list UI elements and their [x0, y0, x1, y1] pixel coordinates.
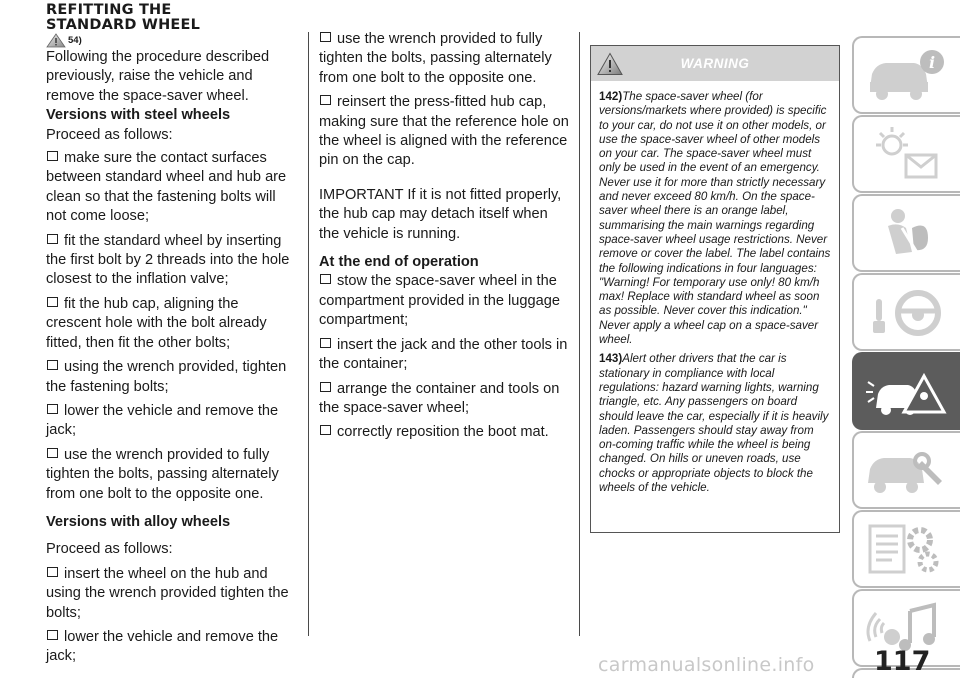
important-note: IMPORTANT If it is not fitted properly, the hub cap may detach itself when the vehicle is running.: [319, 186, 562, 242]
checkbox-bullet-icon: [47, 360, 58, 370]
warning-triangle-icon: [46, 33, 66, 48]
list-item: correctly reposition the boot mat.: [319, 423, 569, 442]
emergency-icon: [862, 360, 952, 424]
page-number: 117: [874, 646, 931, 677]
warning-item: 143)Alert other drivers that the car is stationary in compliance with local regulations: hazard warning lights, warning triangle, etc. Any passengers on board should leave the car, especially if it is heavily laden. Passengers should stay away from on-coming traffic while the wheel is being changed. On hills or uneven roads, use chocks or appropriate objects to block the wheels of the vehicle.: [599, 352, 829, 495]
warning-header: [591, 46, 839, 81]
checkbox-bullet-icon: [47, 448, 58, 458]
list-item: reinsert the press-fitted hub cap, making sure that the reference hole on the wheel is aligned with the reference pin on the cap.: [319, 94, 569, 169]
proceed-text: Proceed as follows:: [46, 541, 173, 558]
tab-warning-lights[interactable]: [852, 115, 960, 193]
warning-reference[interactable]: 54): [46, 33, 296, 51]
checkbox-bullet-icon: [320, 95, 331, 105]
checkbox-bullet-icon: [320, 274, 331, 284]
column-divider: [308, 32, 309, 636]
checkbox-bullet-icon: [320, 382, 331, 392]
list-item: stow the space-saver wheel in the compartment provided in the luggage compartment;: [319, 273, 560, 329]
warning-item: 142)The space-saver wheel (for versions/markets where provided) is specific to your car, do not use it on other models, or use the space-saver wheel of other models on your car. The space-saver wheel must only be used in the event of an emergency. Never use it for more than strictly necessary and never exceed 80 km/h. On the space-saver wheel there is an orange label, summarising the main warnings regarding space-saver wheel usage restrictions. Never remove or cover the label. The label contains the following indications in four languages: "Warning! For temporary use only! 80 km/h max! Replace with standard wheel as soon as possible. Never cover this indication." Never apply a wheel cap on a space-saver wheel.: [599, 90, 831, 347]
list-item: lower the vehicle and remove the jack;: [46, 402, 279, 439]
checkbox-bullet-icon: [47, 630, 58, 640]
warning-body: [591, 81, 839, 495]
checkbox-bullet-icon: [47, 234, 58, 244]
technical-data-icon: [862, 518, 952, 582]
list-item: fit the hub cap, aligning the crescent hole with the bolt already fitted, then fit the other bolts;: [46, 295, 267, 351]
list-item: use the wrench provided to fully tighten the bolts, passing alternately from one bolt to the opposite one.: [319, 31, 552, 86]
list-item: insert the jack and the other tools in the container;: [319, 336, 568, 373]
watermark: carmanualsonline.info: [598, 654, 815, 676]
checkbox-bullet-icon: [320, 425, 331, 435]
warning-lights-icon: [862, 123, 952, 187]
steel-wheels-heading: Versions with steel wheels: [46, 107, 231, 124]
intro-paragraph: Following the procedure described previously, raise the vehicle and remove the space-saver wheel.: [46, 49, 270, 104]
list-item: insert the wheel on the hub and using the wrench provided tighten the bolts;: [46, 565, 289, 621]
tab-car-info[interactable]: [852, 36, 960, 114]
list-item: lower the vehicle and remove the jack;: [46, 628, 279, 665]
list-item: use the wrench provided to fully tighten the bolts, passing alternately from one bolt to the opposite one.: [46, 446, 279, 502]
proceed-text: Proceed as follows:: [46, 126, 173, 143]
steering-wheel-icon: [862, 281, 952, 345]
left-column: [46, 0, 296, 667]
safety-airbag-icon: [862, 202, 952, 266]
checkbox-bullet-icon: [320, 32, 331, 42]
tab-driving[interactable]: [852, 273, 960, 351]
section-heading: REFITTING THE STANDARD WHEEL: [46, 2, 201, 33]
checkbox-bullet-icon: [47, 297, 58, 307]
list-item: arrange the container and tools on the space-saver wheel;: [319, 380, 560, 416]
list-item: fit the standard wheel by inserting the first bolt by 2 threads into the hole closest to the inflation valve;: [46, 232, 290, 288]
warning-title: WARNING: [680, 56, 750, 71]
svg-text:i: i: [928, 53, 936, 72]
checkbox-bullet-icon: [47, 404, 58, 414]
list-item: make sure the contact surfaces between standard wheel and hub are clean so that the fastening bolts will not come loose;: [46, 150, 287, 225]
tab-maintenance[interactable]: [852, 431, 960, 509]
car-info-icon: [862, 44, 952, 108]
tab-emergency[interactable]: [852, 352, 960, 430]
car-maintenance-icon: [862, 439, 952, 503]
list-item: using the wrench provided, tighten the fastening bolts;: [46, 359, 287, 395]
column-divider: [579, 32, 580, 636]
checkbox-bullet-icon: [47, 151, 58, 161]
checkbox-bullet-icon: [320, 338, 331, 348]
tab-technical-data[interactable]: [852, 510, 960, 588]
middle-column: [319, 30, 569, 443]
end-of-operation-heading: At the end of operation: [319, 254, 479, 271]
checkbox-bullet-icon: [47, 567, 58, 577]
alloy-wheels-heading: Versions with alloy wheels: [46, 513, 231, 530]
warning-box: [590, 45, 840, 533]
tab-safety[interactable]: [852, 194, 960, 272]
